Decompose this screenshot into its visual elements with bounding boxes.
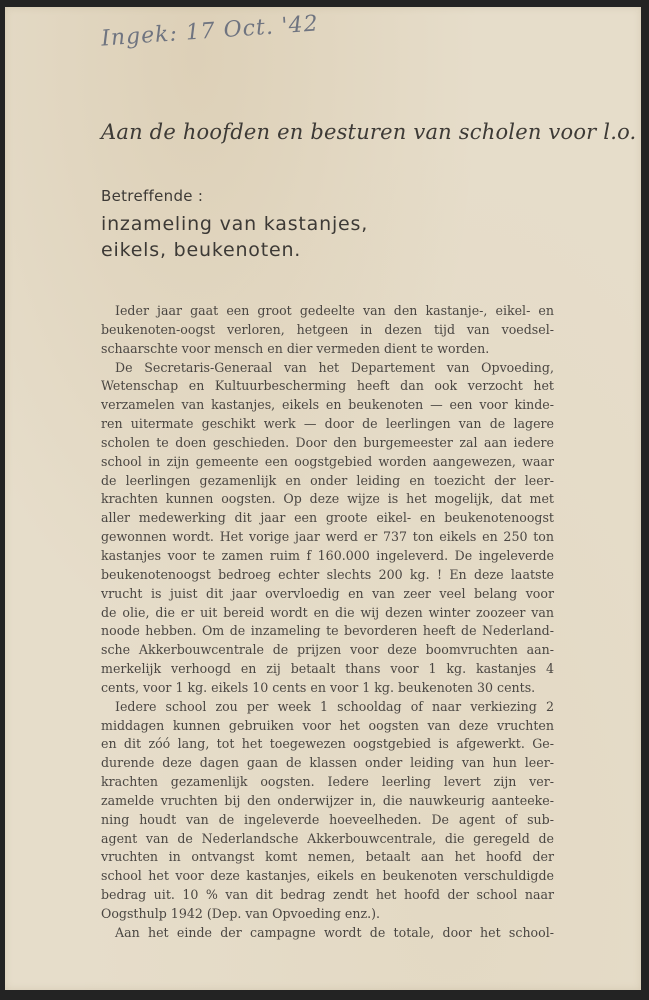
subject-line-2: eikels, beukenoten. (101, 239, 302, 261)
document-page (5, 7, 641, 990)
body-line: De Secretaris-Generaal van het Departement van Opvoeding, (115, 359, 554, 375)
addressee-heading: Aan de hoofden en besturen van scholen voor l.o. (101, 120, 637, 144)
body-line: merkelijk verhoogd en zij betaalt thans voor 1 kg. kastanjes 4 (101, 661, 554, 677)
body-line: agent van de Nederlandsche Akkerbouwcentrale, die geregeld de (101, 830, 554, 846)
body-line: scholen te doen geschieden. Door den burgemeester zal aan iedere (101, 434, 554, 450)
handwritten-receipt-note: Ingek: 17 Oct. '42 (100, 11, 320, 52)
body-line: ren uitermate geschikt werk — door de leerlingen van de lagere (101, 416, 554, 432)
letter-body (101, 302, 554, 943)
body-line: Wetenschap en Kultuurbescherming heeft dan ook verzocht het (101, 378, 554, 394)
body-line: vrucht is juist dit jaar overvloedig en van zeer veel belang voor (101, 585, 554, 601)
body-line: verzamelen van kastanjes, eikels en beukenoten — een voor kinde- (101, 397, 554, 413)
body-line: krachten gezamenlijk oogsten. Iedere leerling levert zijn ver- (101, 774, 554, 790)
body-line: school het voor deze kastanjes, eikels en beukenoten verschuldigde (101, 868, 554, 884)
body-line: cents, voor 1 kg. eikels 10 cents en voor 1 kg. beukenoten 30 cents. (101, 679, 536, 695)
body-line: middagen kunnen gebruiken voor het oogsten van deze vruchten (101, 717, 554, 733)
body-line: noode hebben. Om de inzameling te bevorderen heeft de Nederland- (101, 623, 554, 639)
body-line: school in zijn gemeente een oogstgebied worden aangewezen, waar (101, 453, 554, 469)
body-line: sche Akkerbouwcentrale de prijzen voor deze boomvruchten aan- (101, 642, 554, 658)
body-line: de leerlingen gezamenlijk en onder leiding en toezicht der leer- (101, 472, 554, 488)
body-line: ning houdt van de ingeleverde hoeveelheden. De agent of sub- (101, 811, 554, 827)
body-line: krachten kunnen oogsten. Op deze wijze is het mogelijk, dat met (101, 491, 554, 507)
body-line: bedrag uit. 10 % van dit bedrag zendt het hoofd der school naar (101, 887, 554, 903)
body-line: durende deze dagen gaan de klassen onder leiding van hun leer- (101, 755, 554, 771)
body-line: Ieder jaar gaat een groot gedeelte van den kastanje-, eikel- en (115, 303, 554, 318)
body-line: kastanjes voor te zamen ruim f 160.000 ingeleverd. De ingeleverde (101, 547, 554, 563)
body-line: vruchten in ontvangst komt nemen, betaalt aan het hoofd der (101, 849, 554, 865)
body-line: zamelde vruchten bij den onderwijzer in, die nauwkeurig aanteeke- (101, 792, 554, 808)
body-line: gewonnen wordt. Het vorige jaar werd er 737 ton eikels en 250 ton (101, 529, 554, 545)
body-line: Aan het einde der campagne wordt de totale, door het school- (115, 924, 554, 940)
body-line: schaarschte voor mensch en dier vermeden dient te worden. (101, 340, 490, 356)
subject-line-1: inzameling van kastanjes, (101, 213, 369, 235)
body-line: beukenoten-oogst verloren, hetgeen in dezen tijd van voedsel- (101, 321, 554, 337)
body-line: de olie, die er uit bereid wordt en die wij dezen winter zoozeer van (101, 604, 554, 620)
body-line: Iedere school zou per week 1 schooldag of naar verkiezing 2 (115, 698, 554, 714)
body-line: beukenotenoogst bedroeg echter slechts 200 kg. ! En deze laatste (101, 566, 554, 582)
body-line: aller medewerking dit jaar een groote eikel- en beukenotenoogst (101, 510, 554, 526)
body-line: en dit zóó lang, tot het toegewezen oogstgebied is afgewerkt. Ge- (101, 736, 554, 752)
body-line: Oogsthulp 1942 (Dep. van Opvoeding enz.). (101, 906, 381, 921)
subject-label: Betreffende : (101, 187, 204, 205)
